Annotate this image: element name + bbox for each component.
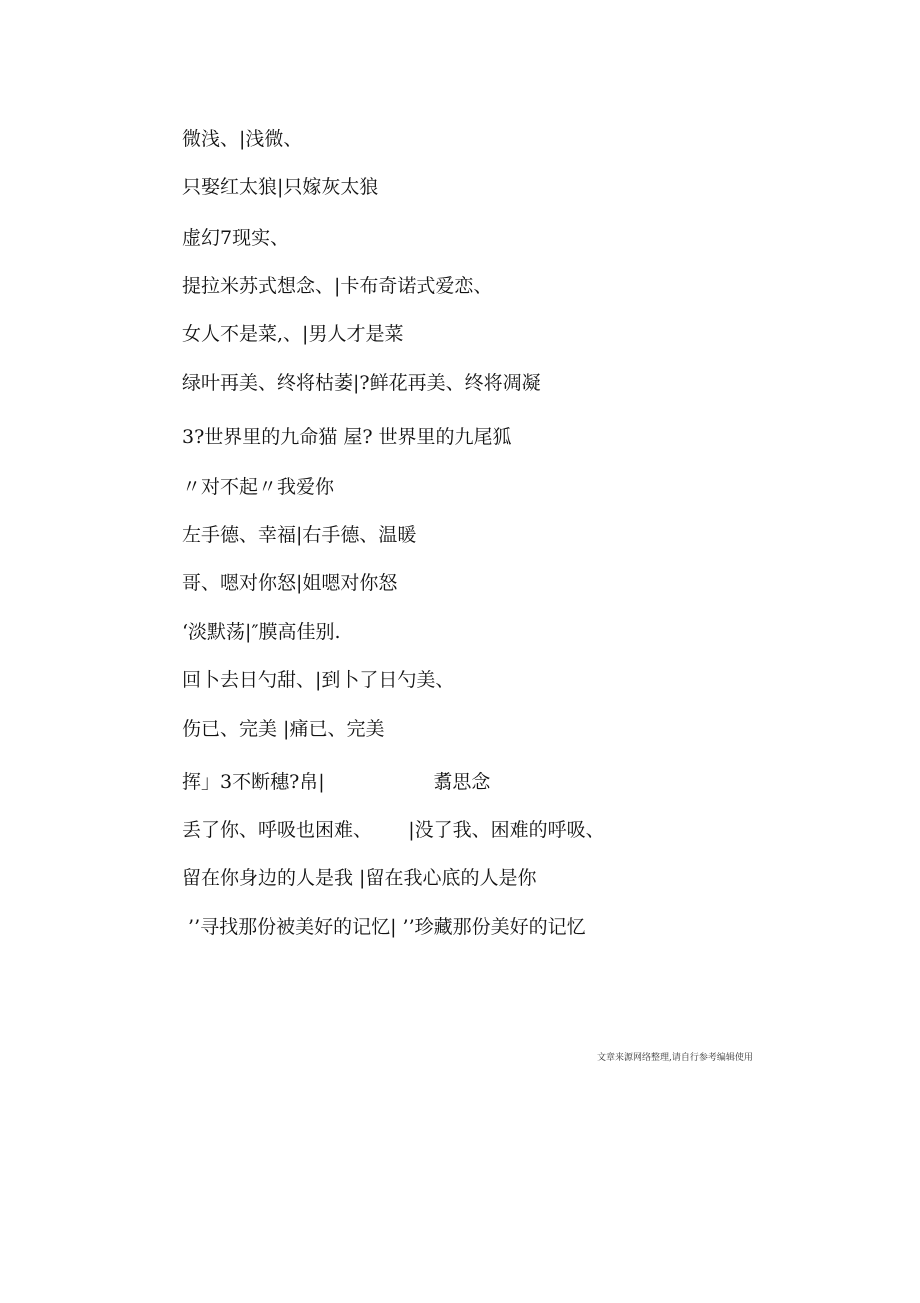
text-line: 留在你身边的人是我 |留在我心底的人是你 (182, 867, 537, 889)
text-line: 伤已、完美 |痛已、完美 (182, 718, 385, 740)
text-line: 丢了你、呼吸也困难、 |没了我、困难的呼吸、 (182, 819, 605, 841)
footer-note: 文章来源网络整理,请自行参考编辑使用 (597, 1053, 753, 1063)
text-line: 挥」3不断穗?帛| 翥思念 (182, 771, 491, 793)
text-line: 〃对不起〃我爱你 (182, 476, 335, 498)
text-line: 只娶红太狼|只嫁灰太狼 (182, 176, 379, 198)
text-line: 3?世界里的九命猫 屋? 世界里的九尾狐 (182, 426, 512, 448)
text-line: ’’寻找那份被美好的记忆| ’’珍藏那份美好的记忆 (182, 916, 586, 938)
text-line: 绿叶再美、终将枯萎|?鲜花再美、终将凋凝 (182, 372, 541, 394)
text-line: 女人不是菜,、|男人才是菜 (182, 323, 404, 345)
text-line: 左手德、幸福|右手德、温暖 (182, 524, 417, 546)
text-line: 微浅、|浅微、 (182, 128, 303, 150)
text-line: ‘淡默荡|″膜高佳别. (182, 621, 341, 643)
text-line: 哥、嗯对你怒|姐嗯对你怒 (182, 572, 398, 594)
text-line: 回卜去日勺甜、|到卜了日勺美、 (182, 669, 455, 691)
text-line: 提拉米苏式想念、|卡布奇诺式爱恋、 (182, 275, 493, 297)
text-line: 虚幻7现实、 (182, 227, 290, 249)
